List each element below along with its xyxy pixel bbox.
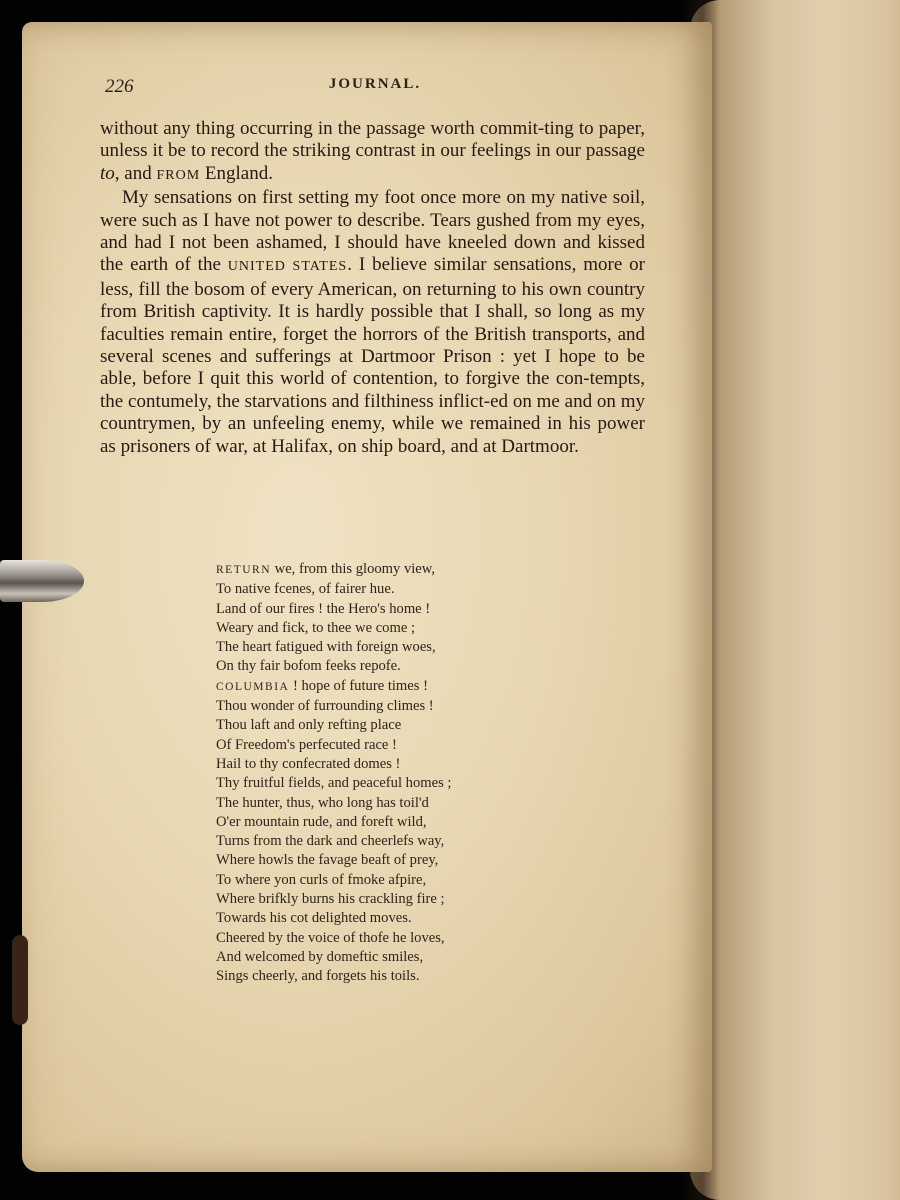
text-run: Towards his cot delighted moves. xyxy=(216,910,412,927)
text-run: My sensations on first setting my foot once more on my native soil, were such as I have not power to describe. Tears gushed from my eyes, and had I not been ashamed, I should have kneeled down and kissed the earth of the xyxy=(100,187,645,276)
text-run: The hunter, thus, who long has toil'd xyxy=(216,794,429,811)
text-run: Weary and fick, to thee we come ; xyxy=(216,619,415,636)
poem-line xyxy=(216,948,536,967)
text-run: . I believe similar sensations, more or less, fill the bosom of every American, on returning to his own country from British captivity. It is hardly possible that I shall, so long as my faculties remain entire, forget the horrors of the British transports, and several scenes and sufferings at Dartmoor Prison : yet I hope to be able, before I quit this world of contention, to forgive the con-tempts, the contumely, the starvations and filthiness inflict-ed on me and on my countrymen, by an unfeeling enemy, while we remained in his power as prisoners of war, at Halifax, on ship board, and at Dartmoor. xyxy=(100,254,645,457)
poem-line xyxy=(216,871,536,890)
poem-line xyxy=(216,697,536,716)
text-run: Where howls the favage beaft of prey, xyxy=(216,852,439,869)
paragraph-1 xyxy=(100,118,645,187)
small-caps-run: UNITED STATES xyxy=(227,259,348,275)
prose-body xyxy=(100,118,645,458)
text-run: To where yon curls of fmoke afpire, xyxy=(216,871,427,888)
poem-line xyxy=(216,929,536,948)
poem-line xyxy=(216,832,536,851)
poem-line xyxy=(216,890,536,909)
text-run: we, from this gloomy view, xyxy=(271,561,436,577)
poem-line xyxy=(216,794,536,813)
small-caps-run: FROM xyxy=(156,167,201,183)
poem-line xyxy=(216,813,536,832)
poem-line xyxy=(216,755,536,774)
text-run: Land of our fires ! the Hero's home ! xyxy=(216,600,431,617)
small-caps-run: COLUMBIA xyxy=(216,680,290,693)
poem-line xyxy=(216,677,536,697)
text-run: To native fcenes, of fairer hue. xyxy=(216,581,395,598)
text-run: The heart fatigued with foreign woes, xyxy=(216,639,436,656)
text-run: , and xyxy=(114,162,157,184)
poem xyxy=(216,560,536,987)
small-caps-run: RETURN xyxy=(216,564,271,576)
text-run: Thou laft and only refting place xyxy=(216,717,402,734)
text-run: Where brifkly burns his crackling fire ; xyxy=(216,891,445,908)
poem-line xyxy=(216,851,536,870)
poem-line xyxy=(216,716,536,735)
poem-line xyxy=(216,909,536,928)
italic-run: to xyxy=(100,162,115,184)
text-run: Sings cheerly, and forgets his toils. xyxy=(216,968,420,985)
facing-page xyxy=(690,0,900,1200)
text-run: And welcomed by domeftic smiles, xyxy=(216,948,424,965)
text-run: O'er mountain rude, and foreft wild, xyxy=(216,813,427,830)
poem-line xyxy=(216,600,536,619)
page-number: 226 xyxy=(105,76,134,97)
poem-line xyxy=(216,967,536,986)
page-header xyxy=(105,76,645,100)
text-run: Turns from the dark and cheerlefs way, xyxy=(216,833,445,850)
running-head: JOURNAL. xyxy=(328,76,422,92)
paragraph-2 xyxy=(100,187,645,458)
page-clip xyxy=(0,560,84,602)
text-run: Thy fruitful fields, and peaceful homes ; xyxy=(216,775,452,792)
poem-line xyxy=(216,638,536,657)
poem-line xyxy=(216,736,536,755)
binding-mark xyxy=(12,935,28,1025)
text-run: On thy fair bofom feeks repofe. xyxy=(216,658,401,675)
poem-line xyxy=(216,657,536,676)
text-run: Thou wonder of furrounding climes ! xyxy=(216,698,434,715)
poem-line xyxy=(216,560,536,580)
text-run: Hail to thy confecrated domes ! xyxy=(216,755,401,772)
poem-line xyxy=(216,774,536,793)
text-run: England. xyxy=(200,162,273,184)
poem-line xyxy=(216,619,536,638)
text-run: ! hope of future times ! xyxy=(289,677,428,694)
text-run: without any thing occurring in the passage worth commit-ting to paper, unless it be to record the striking contrast in our feelings in our passage xyxy=(100,118,645,162)
poem-line xyxy=(216,580,536,599)
text-run: Of Freedom's perfecuted race ! xyxy=(216,736,397,753)
text-run: Cheered by the voice of thofe he loves, xyxy=(216,929,445,946)
